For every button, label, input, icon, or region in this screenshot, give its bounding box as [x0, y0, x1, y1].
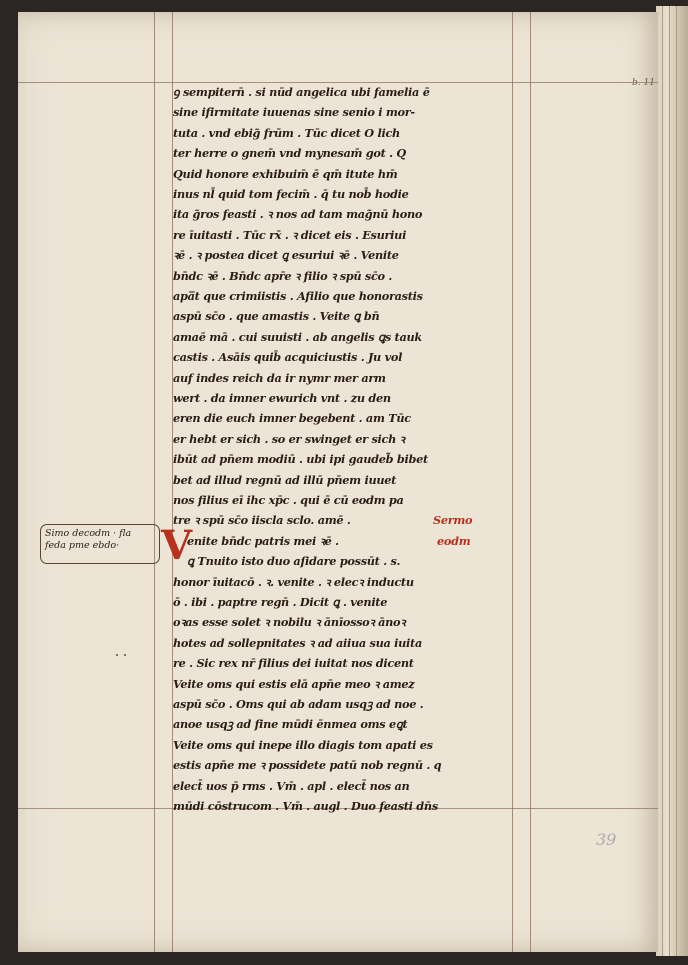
ruling-line: [530, 12, 531, 952]
text-line: hotes ad sollepnitates ꝛ ad aiiua sua iuita: [173, 635, 422, 650]
text-line: ibūt ad pn̄em modiū . ubi ipi gaudeb̃ bibet: [173, 452, 428, 467]
decorated-initial: V: [161, 522, 193, 569]
ruling-line: [154, 12, 155, 952]
text-line: wert . da imner ewurich vnt . zu den: [173, 391, 391, 405]
margin-note: [40, 524, 160, 564]
text-line: aspū sc̄o . que amastis . Veite ꝗ bn̄: [173, 309, 380, 324]
text-line: Veite oms qui estis elā apn̄e meo ꝛ amez: [173, 676, 415, 691]
folio-number: 39: [596, 830, 617, 849]
rubric-heading: Sermo: [433, 513, 473, 528]
text-line: inus nl̄ quid tom fecim̄ . q̄ tu nob̄ hodie: [173, 187, 409, 201]
text-line: ō . ibi . paptre regn̄ . Dicit ꝗ . venite: [173, 595, 388, 609]
text-column: [161, 84, 513, 813]
text-line: Quid honore exhibuim̄ ē qm̄ itute hm̄: [173, 166, 398, 181]
text-line: eren die euch imner begebent . am Tūc: [173, 411, 411, 426]
text-line: auf indes reich da ir nymr mer arm: [173, 370, 386, 385]
text-line: re . Sic rex nr̄ filius dei iuitat nos dicent: [173, 656, 414, 671]
margin-note-line: Simo decodm · fla: [45, 528, 132, 539]
text-line: honor īuitacō . ꝛ. venite . ꝛ elecꝛ inductu: [173, 574, 414, 589]
text-line: ꝛē . ꝛ postea dicet ꝗ esuriui ꝛē . Venite: [173, 248, 399, 263]
text-line: castis . Asāis quib̄ acquiciustis . Ju vol: [173, 350, 403, 365]
text-line: aspū sc̄o . Oms qui ab adam usqꝫ ad noe .: [173, 697, 424, 711]
text-line: nos filius eī ihc xp̄c . qui ē cū eodm pa: [173, 493, 404, 507]
text-line: sine ifirmitate iuuenas sine senio i mor-: [173, 105, 415, 120]
ruling-line: [18, 82, 658, 83]
text-line: Veite oms qui inepe illo diagis tom apati es: [173, 737, 433, 752]
text-line: mūdi cōstrucom . Vm̄ . augl . Duo feasti dn̄s: [173, 799, 438, 813]
text-line: ita g̃ros feasti . ꝛ nos ad tam mag̃nū hono: [173, 207, 423, 222]
margin-dot: [116, 654, 118, 656]
corner-mark: b. 11: [632, 78, 655, 88]
text-line: amaē mā . cui suuisti . ab angelis ꝗs tauk: [173, 329, 422, 344]
text-line: ꝯ sempitern̄ . si nūd angelica ubi famelia ē: [173, 85, 430, 99]
page-edge: [656, 6, 688, 956]
text-line: oꝛas esse solet ꝛ nobilu ꝛ ānīossoꝛ ānoꝛ: [173, 615, 406, 630]
text-line: apa̅t que crimiistis . Afilio que honorastis: [173, 289, 423, 303]
margin-dot: [124, 654, 126, 656]
text-line: re īuitasti . Tūc rx̄ . ꝛ dicet eis . Esuriui: [173, 227, 407, 242]
text-line: ꝗ Tnuito isto duo aſidare possūt . s.: [187, 554, 401, 569]
text-line: estis apn̄e me ꝛ possidete patū nob regnū . q: [173, 758, 442, 773]
text-line: elect̄ uos p̄ rms . Vm̄ . apl . elect̄ nos an: [173, 778, 410, 793]
text-line: ter herre o gnem̄ vnd mynesam̄ got . Q: [173, 146, 406, 161]
text-line: tre ꝛ spū sc̄o iiscla sclo. amē .: [173, 513, 351, 528]
rubric-subheading: eodm: [437, 533, 471, 548]
text-line: tuta . vnd ebig̃ frūm . Tūc dicet O lich: [173, 125, 400, 140]
page-edge-line: [669, 6, 670, 956]
page-edge-line: [662, 6, 663, 956]
page-edge-line: [676, 6, 677, 956]
margin-note-line: feda pme ebdo·: [45, 540, 120, 551]
text-line: bn̄dc ꝛē . Bn̄dc apr̄e ꝛ filio ꝛ spū sc̄o .: [173, 268, 393, 283]
text-line: anoe usqꝫ ad fine mūdi ēnmea oms eꝗt: [173, 717, 408, 732]
text-line: bet ad illud regnū ad illū pn̄em iuuet: [173, 472, 397, 487]
text-line: enite bn̄dc patris mei ꝛē .: [187, 533, 339, 548]
text-line: er hebt er sich . so er swinget er sich ꝛ: [173, 431, 405, 446]
